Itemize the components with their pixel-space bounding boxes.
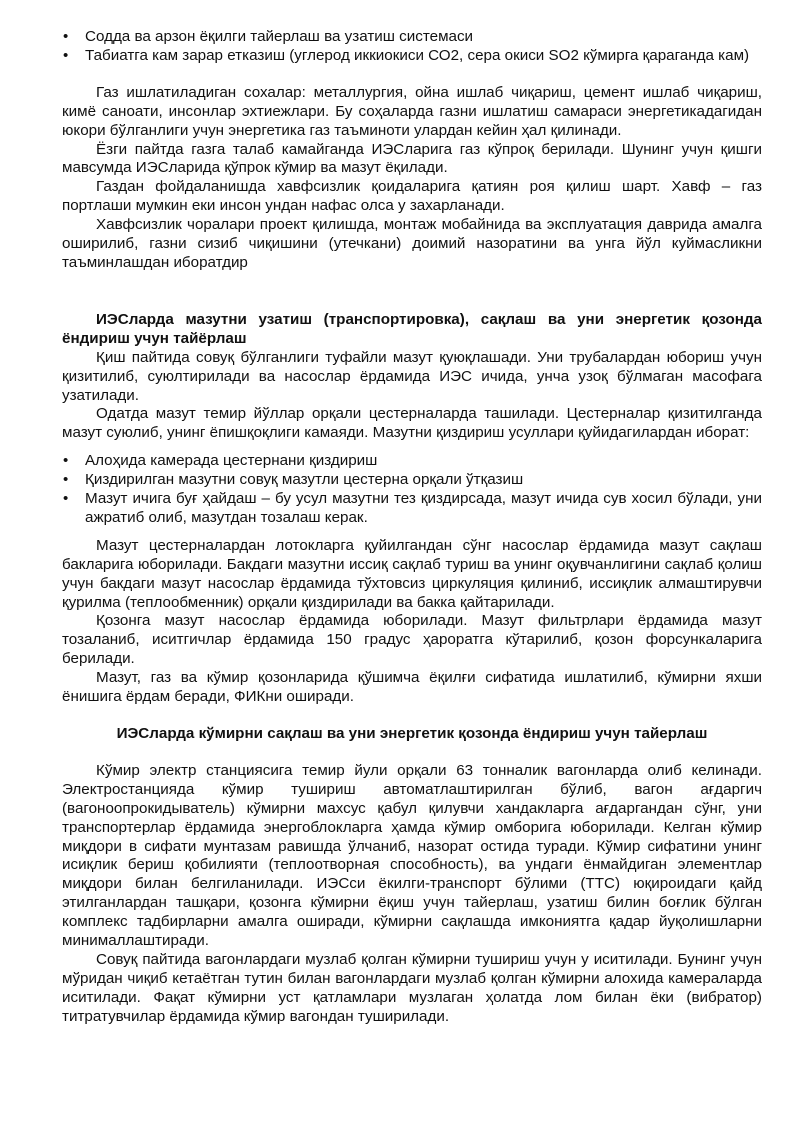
bullet-icon: • [63, 46, 69, 64]
advantages-list [62, 28, 762, 66]
document-page [62, 28, 762, 1027]
spacer [62, 744, 762, 762]
section-heading: ИЭСларда мазутни узатиш (транспортировка), сақлаш ва уни энергетик қозонда ёндириш учун тайёрлаш [62, 310, 762, 347]
section-heading: ИЭСларда кўмирни сақлаш ва уни энергетик қозонда ёндириш учун тайерлаш [116, 725, 708, 742]
paragraph: Хавфсизлик чоралари проект қилишда, монтаж мобайнида ва эксплуатация даврида амалга оширилиб, газни сизиб чиқишини (утечкани) доимий назоратини ва унга йўл куймасликни таъминлашдан иборатдир [62, 216, 762, 271]
list-item: • Алоҳида камерада цестернани қиздириш [63, 452, 378, 470]
paragraph: Одатда мазут темир йўллар орқали цестерналарда ташилади. Цестерналар қизитилганда мазут суюлиб, унинг ёпишқоқлиги камаяди. Мазутни қиздириш усуллари қуйидагилардан иборат: [62, 405, 762, 442]
list-item: • Табиатга кам зарар етказиш (углерод иккиокиси СО2, сера окиси SO2 кўмирга қараганда кам) [63, 46, 750, 64]
paragraph: Мазут, газ ва кўмир қозонларида қўшимча ёқилғи сифатида ишлатилиб, кўмирни яхши ёнишига ёрдам беради, ФИКни оширади. [62, 669, 762, 706]
heating-methods-list [62, 452, 762, 528]
paragraph: Қозонга мазут насослар ёрдамида юборилади. Мазут фильтрлари ёрдамида мазут тозаланиб, иситгичлар ёрдамида 150 градус ҳароратга кўтарилиб, қозон форсункаларига берилади. [62, 612, 762, 668]
paragraph: Қиш пайтида совуқ бўлганлиги туфайли мазут қуюқлашади. Уни трубалардан юбориш учун қизитилиб, суюлтирилади ва насослар ёрдамида ИЭС ичида, унча узоқ бўлмаган масофага узатилади. [62, 348, 762, 404]
spacer [62, 707, 762, 725]
list-item: • Мазут ичига буғ ҳайдаш – бу усул мазутни тез қиздирсада, мазут ичида сув хосил бўлади, уни ажратиб олиб, мазутдан тозалаш керак. [63, 490, 762, 526]
bullet-icon: • [63, 452, 69, 470]
bullet-icon: • [63, 471, 69, 489]
bullet-icon: • [63, 28, 69, 45]
list-item: • Содда ва арзон ёқилги тайерлаш ва узатиш системаси [63, 28, 474, 45]
bullet-icon: • [63, 490, 69, 508]
spacer [62, 528, 762, 537]
paragraph: Газ ишлатиладиган сохалар: металлургия, ойна ишлаб чиқариш, цемент ишлаб чиқариш, кимё саноати, инсонлар эхтиежлари. Бу соҳаларда газни ишлатиш самараси энергетикадагидан юкори бўлганлиги учун энергетика газ таъминоти улардан кейин ҳал қилинади. [62, 83, 762, 139]
spacer [62, 443, 762, 452]
spacer [62, 273, 762, 311]
paragraph: Кўмир электр станциясига темир йули орқали 63 тонналик вагонларда олиб келинади. Электростанцияда кўмир тушириш автоматлаштирилган бўлиб, вагон ағдаргич (вагоноопрокидыватель) кўмирни махсус қабул қилувчи хандакларга ағдаргандан сўнг, уни транспортерлар ёрдамида энергоблокларга ҳамда кўмир омборига юборилади. Келган кўмир миқдори в сифати мунтазам равишда ўлчаниб, назорат остида туради. Кўмир сифатини унинг исиқлик бериш қобилияти (теплоотворная способность), ва ундаги ёнмайдиган элементлар миқдори билан белгиланилади. ИЭСси ёкилги-транспорт бўлими (ТТС) юқироидаги қайд этилганлардан ташқари, қозонга кўмирни ёқиш учун тайерлаш, узатиш билин боғлик бўлган комплекс тадбирларни амалга оширади, кўмирни сақлашда имкониятга қадар йуқолишларни минималлаштиради. [62, 761, 762, 950]
paragraph: Ёзги пайтда газга талаб камайганда ИЭСларига газ кўпроқ берилади. Шунинг учун қишги мавсумда ИЭСларида қўпрок кўмир ва мазут ёқилади. [62, 140, 762, 177]
paragraph: Газдан фойдаланишда хавфсизлик қоидаларига қатиян роя қилиш шарт. Хавф – газ портлаши мумкин еки инсон ундан нафас олса у захарланади. [62, 178, 762, 215]
spacer [62, 66, 762, 84]
list-item: • Қиздирилган мазутни совуқ мазутли цестерна орқали ўтқазиш [63, 471, 524, 489]
paragraph: Мазут цестерналардан лотокларга қуйилгандан сўнг насослар ёрдамида мазут сақлаш бакларига юборилади. Бакдаги мазутни иссиқ сақлаб туриш ва унинг оқувчанлигини сақлаб қолиш учун бакдаги мазут насослар ёрдамида тўхтовсиз циркуляция қилиниб, иссиқлик алмаштирувчи қурилма (теплообменник) орқали қиздирилади ва бакка қайтарилади. [62, 536, 762, 611]
paragraph: Совуқ пайтида вагонлардаги музлаб қолган кўмирни тушириш учун у иситилади. Бунинг учун мўридан чиқиб кетаётган тутин билан вагонлардаги музлаб қолган кўмирни алохида камераларда иситилади. Фақат кўмирни уст қатламлари музлаган ҳолатда лом билан ёки (вибратор) титратувчилар ёрдамида кўмир вагондан туширилади. [62, 950, 762, 1025]
